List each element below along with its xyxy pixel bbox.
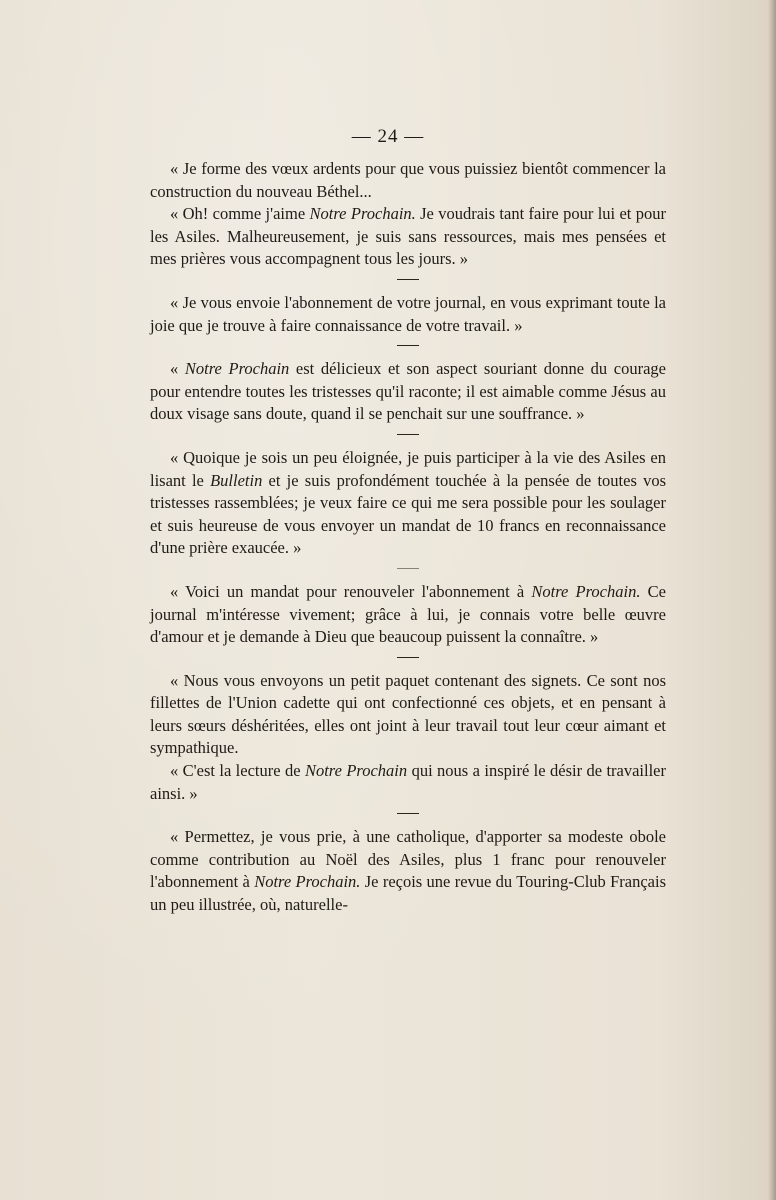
section-separator [397, 345, 419, 346]
paragraph: « Oh! comme j'aime Notre Prochain. Je voudrais tant faire pour lui et pour les Asiles. Malheureusement, je suis sans ressources, mais mes pensées et mes prières vous accompagnent tous les jours. » [150, 204, 666, 269]
section-separator [397, 568, 419, 569]
paragraph: « Nous vous envoyons un petit paquet contenant des signets. Ce sont nos fillettes de l'Union cadette qui ont confectionné ces objets, et en pensant à leurs sœurs déshéritées, elles ont joint à leur travail tout leur cœur aimant et sympathique. [150, 670, 666, 758]
paragraph: « Je forme des vœux ardents pour que vous puissiez bientôt commencer la construction du nouveau Béthel... [150, 159, 666, 201]
page-edge-shadow [768, 0, 776, 1200]
paragraph: « C'est la lecture de Notre Prochain qui nous a inspiré le désir de travailler ainsi. » [150, 761, 667, 803]
paragraph: « Permettez, je vous prie, à une catholique, d'apporter sa modeste obole comme contribution au Noël des Asiles, plus 1 franc pour renouveler l'abonnement à Notre Prochain. Je reçois une revue du Touring-Club Français un peu illustrée, où, naturelle- [150, 827, 667, 915]
page-body [150, 158, 666, 917]
page-number: — 24 — [351, 126, 425, 147]
section-separator [397, 657, 419, 658]
paragraph: « Notre Prochain est délicieux et son aspect souriant donne du courage pour entendre toutes les tristesses qu'il raconte; il est aimable comme Jésus au doux visage sans doute, quand il se penchait sur une souffrance. » [150, 359, 667, 424]
section-separator [397, 434, 419, 435]
paragraph: « Voici un mandat pour renouveler l'abonnement à Notre Prochain. Ce journal m'intéresse vivement; grâce à lui, je connais votre belle œuvre d'amour et je demande à Dieu que beaucoup puissent la connaître. » [150, 581, 666, 647]
paragraph: « Je vous envoie l'abonnement de votre journal, en vous exprimant toute la joie que je trouve à faire connaissance de votre travail. » [150, 292, 666, 335]
section-separator [397, 279, 419, 280]
paragraph: « Quoique je sois un peu éloignée, je puis participer à la vie des Asiles en lisant le Bulletin et je suis profondément touchée à la pensée de toutes vos tristesses rassemblées; je veux faire ce qui me sera possible pour les soulager et suis heureuse de vous envoyer un mandat de 10 francs en reconnaissance d'une prière exaucée. » [150, 447, 666, 558]
section-separator [397, 813, 419, 814]
